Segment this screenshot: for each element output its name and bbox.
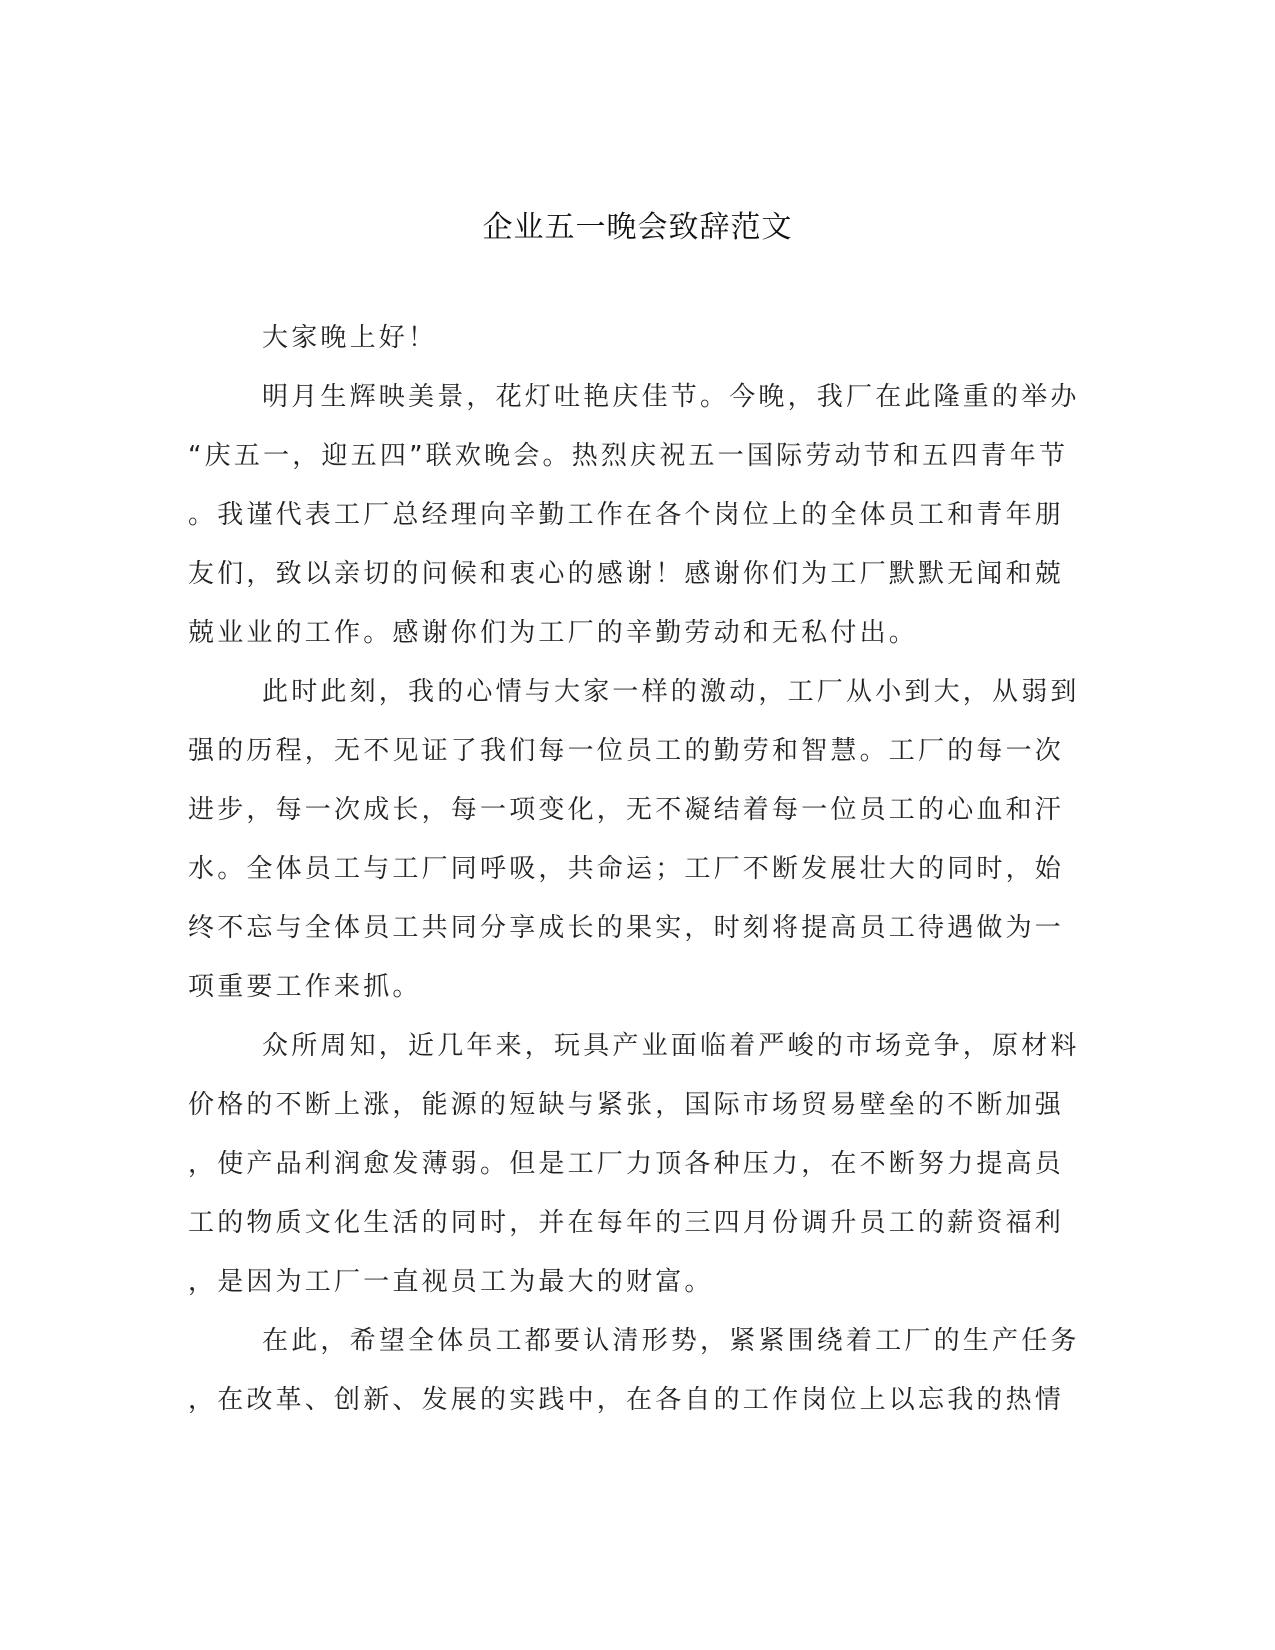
paragraph-line: 进步，每一次成长，每一项变化，无不凝结着每一位员工的心血和汗 [188, 795, 1065, 825]
paragraph-line: 强的历程，无不见证了我们每一位员工的勤劳和智慧。工厂的每一次 [188, 736, 1065, 766]
paragraph-line: 。我谨代表工厂总经理向辛勤工作在各个岗位上的全体员工和青年朋 [188, 500, 1065, 530]
paragraph-line: ，是因为工厂一直视员工为最大的财富。 [188, 1267, 714, 1297]
paragraph-line: 水。全体员工与工厂同呼吸，共命运；工厂不断发展壮大的同时，始 [188, 854, 1065, 884]
paragraph-line: ，使产品利润愈发薄弱。但是工厂力顶各种压力，在不断努力提高员 [188, 1149, 1065, 1179]
paragraph-line: 终不忘与全体员工共同分享成长的果实，时刻将提高员工待遇做为一 [188, 913, 1065, 943]
paragraph-line: 价格的不断上涨，能源的短缺与紧张，国际市场贸易壁垒的不断加强 [188, 1090, 1065, 1120]
paragraph-line: 友们，致以亲切的问候和衷心的感谢！感谢你们为工厂默默无闻和兢 [188, 559, 1065, 589]
paragraph-line: 明月生辉映美景，花灯吐艳庆佳节。今晚，我厂在此隆重的举办 [262, 382, 1080, 412]
paragraph-line: ，在改革、创新、发展的实践中，在各自的工作岗位上以忘我的热情 [188, 1385, 1065, 1415]
paragraph-line: 此时此刻，我的心情与大家一样的激动，工厂从小到大，从弱到 [262, 677, 1080, 707]
document-title: 企业五一晚会致辞范文 [482, 210, 793, 245]
paragraph-line: 众所周知，近几年来，玩具产业面临着严峻的市场竞争，原材料 [262, 1031, 1080, 1061]
paragraph-line: 在此，希望全体员工都要认清形势，紧紧围绕着工厂的生产任务 [262, 1326, 1080, 1356]
greeting-line: 大家晚上好！ [262, 323, 438, 353]
paragraph-line: 项重要工作来抓。 [188, 972, 422, 1002]
paragraph-line: 工的物质文化生活的同时，并在每年的三四月份调升员工的薪资福利 [188, 1208, 1065, 1238]
paragraph-line: “庆五一，迎五四”联欢晚会。热烈庆祝五一国际劳动节和五四青年节 [188, 441, 1069, 471]
paragraph-line: 兢业业的工作。感谢你们为工厂的辛勤劳动和无私付出。 [188, 618, 919, 648]
